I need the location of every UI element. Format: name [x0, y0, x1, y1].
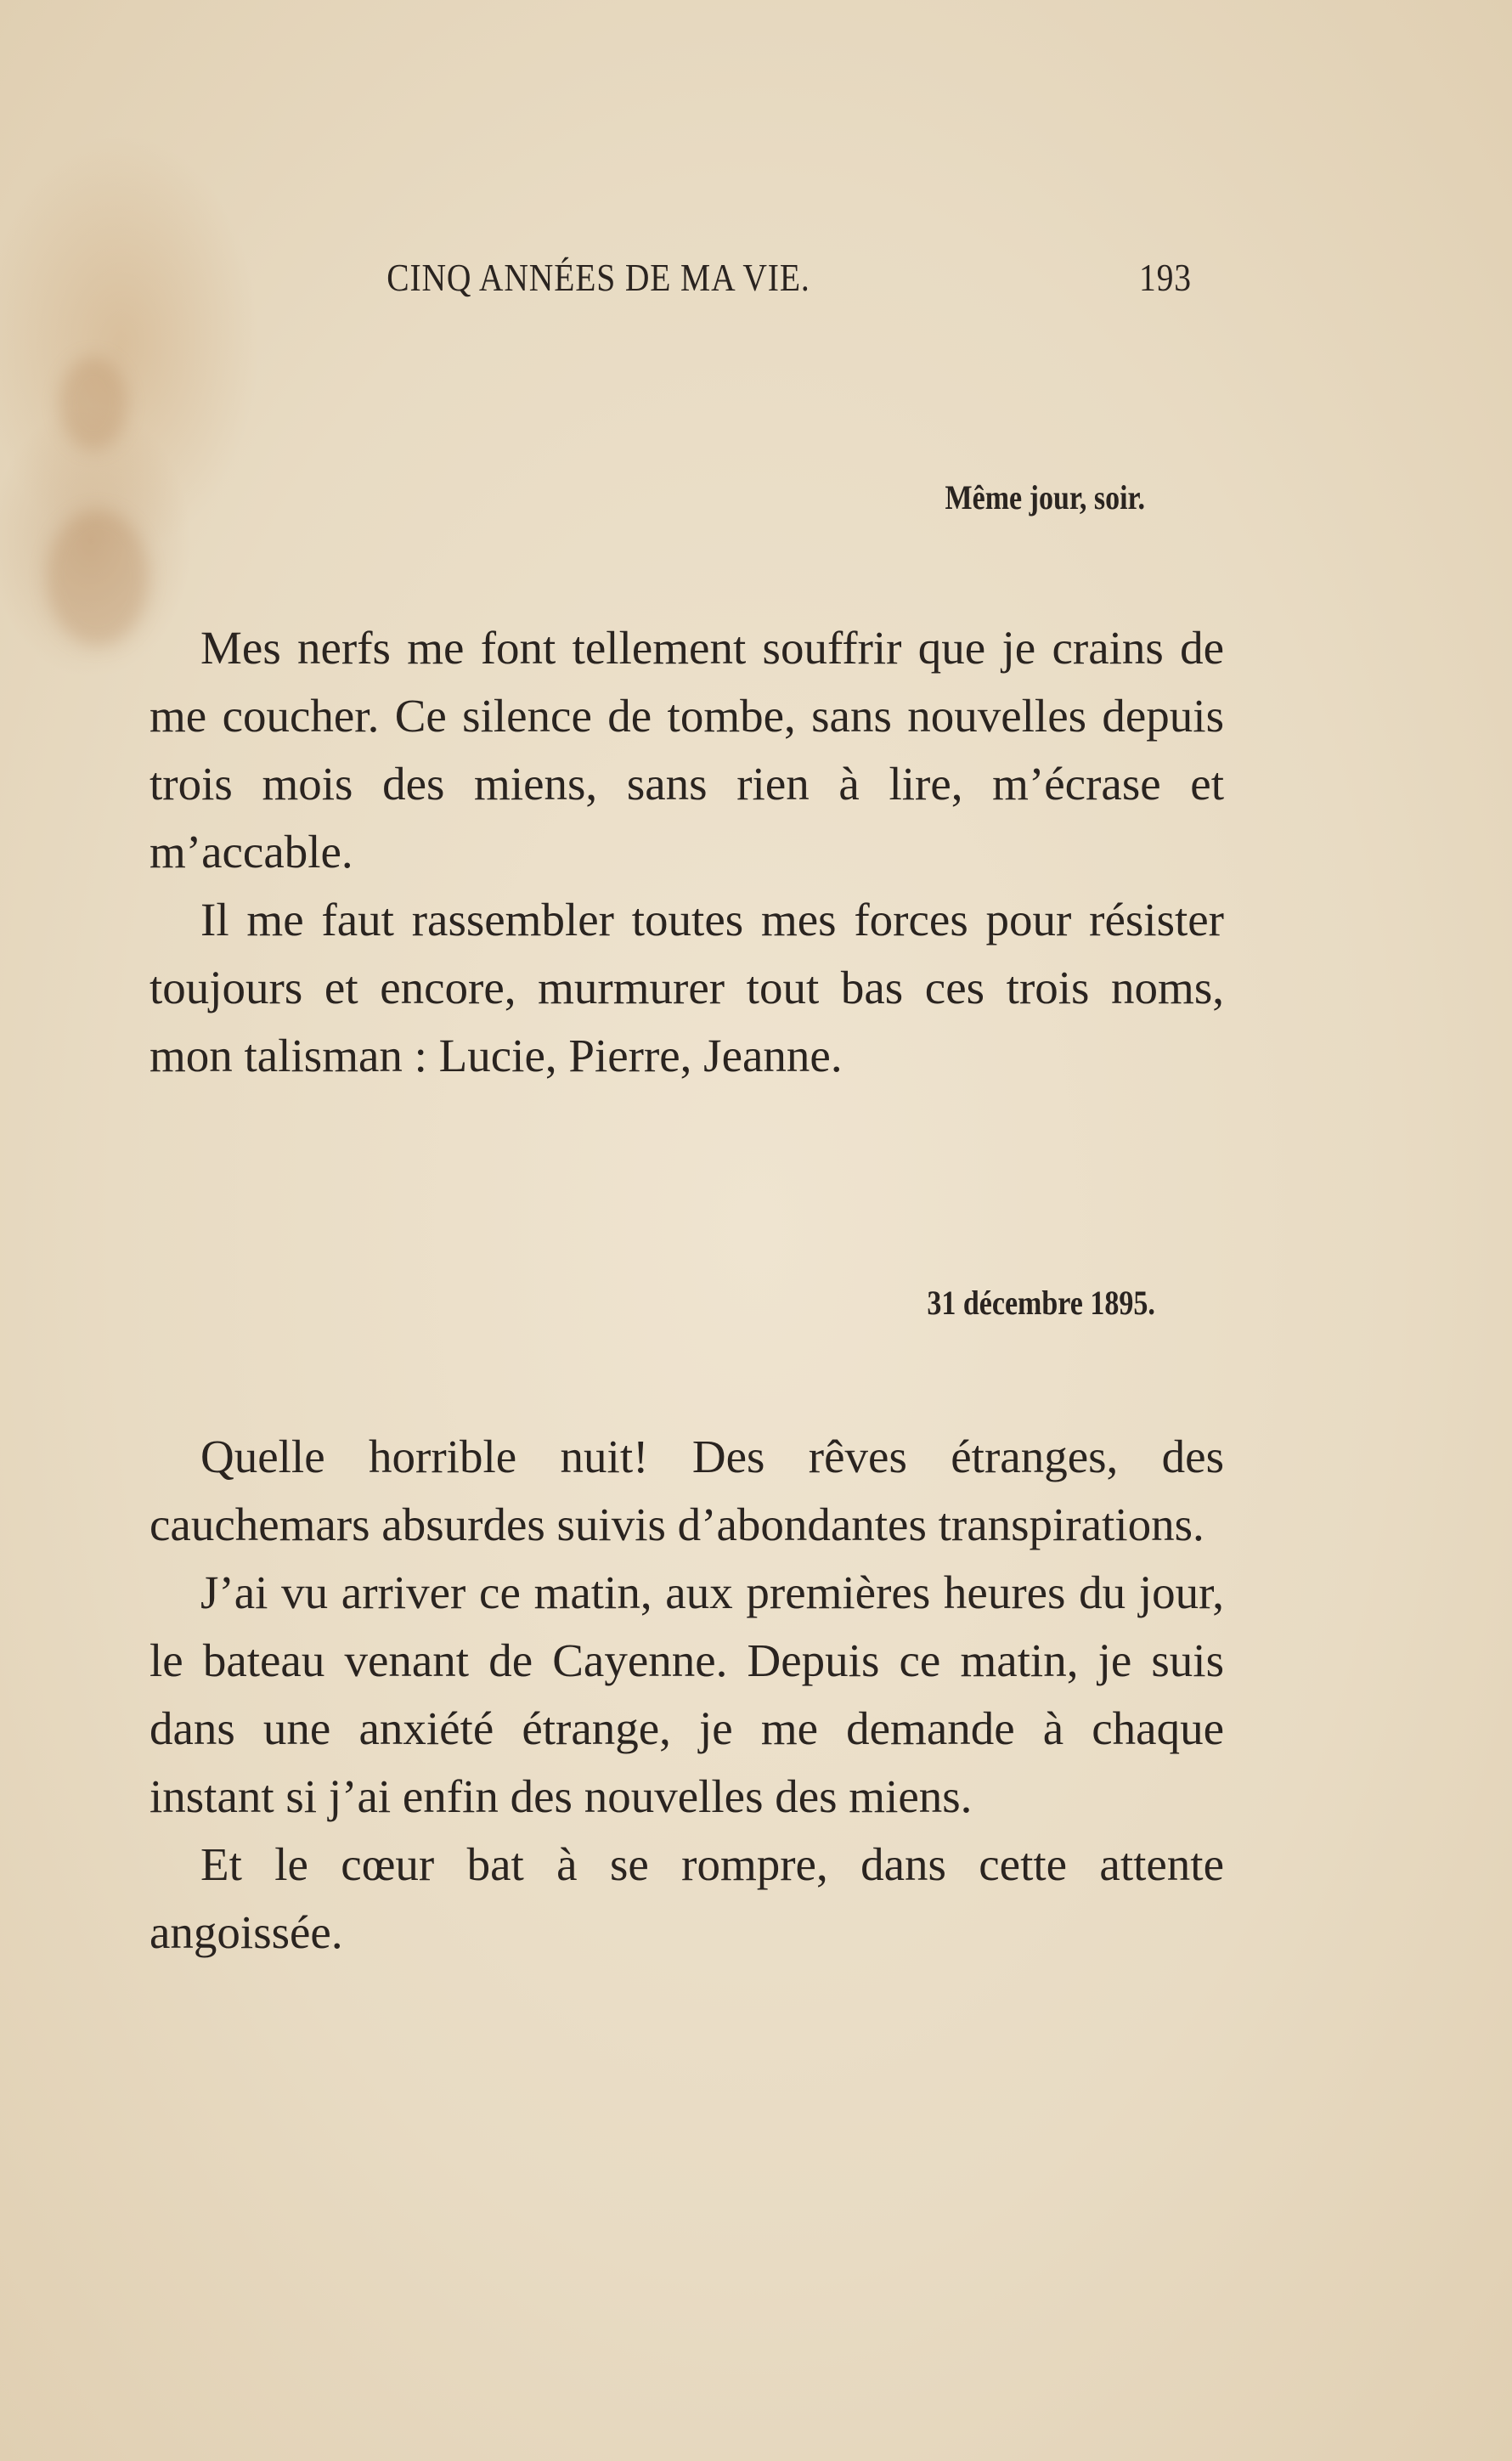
entry-date: Même jour, soir.: [945, 478, 1145, 516]
paragraph: Il me faut rassembler toutes mes forces pour résister toujours et encore, murmurer tout bas ces trois noms, mon talisman : Lucie, Pierre, Jeanne.: [150, 894, 1224, 1081]
paragraph: Et le cœur bat à se rompre, dans cette attente angoissée.: [150, 1838, 1224, 1958]
paper-stain: [59, 357, 127, 450]
paragraph: Mes nerfs me font tellement souffrir que je crains de me coucher. Ce silence de tombe, sans nouvelles depuis trois mois des miens, sans rien à lire, m’écrase et m’accable.: [150, 622, 1224, 878]
paper-stain: [47, 510, 149, 646]
entry-body: [150, 1423, 1224, 1967]
entry-body: [150, 614, 1224, 1090]
page-number: 193: [1139, 256, 1192, 299]
paragraph: Quelle horrible nuit! Des rêves étranges, des cauchemars absurdes suivis d’abondantes transpirations.: [150, 1431, 1224, 1550]
paragraph: J’ai vu arriver ce matin, aux premières heures du jour, le bateau venant de Cayenne. Depuis ce matin, je suis dans une anxiété étrange, je me demande à chaque instant si j’ai enfin des nouvelles des miens.: [150, 1566, 1224, 1822]
running-header: [153, 255, 1192, 306]
running-title: CINQ ANNÉES DE MA VIE.: [386, 256, 810, 299]
entry-date: 31 décembre 1895.: [927, 1284, 1155, 1322]
